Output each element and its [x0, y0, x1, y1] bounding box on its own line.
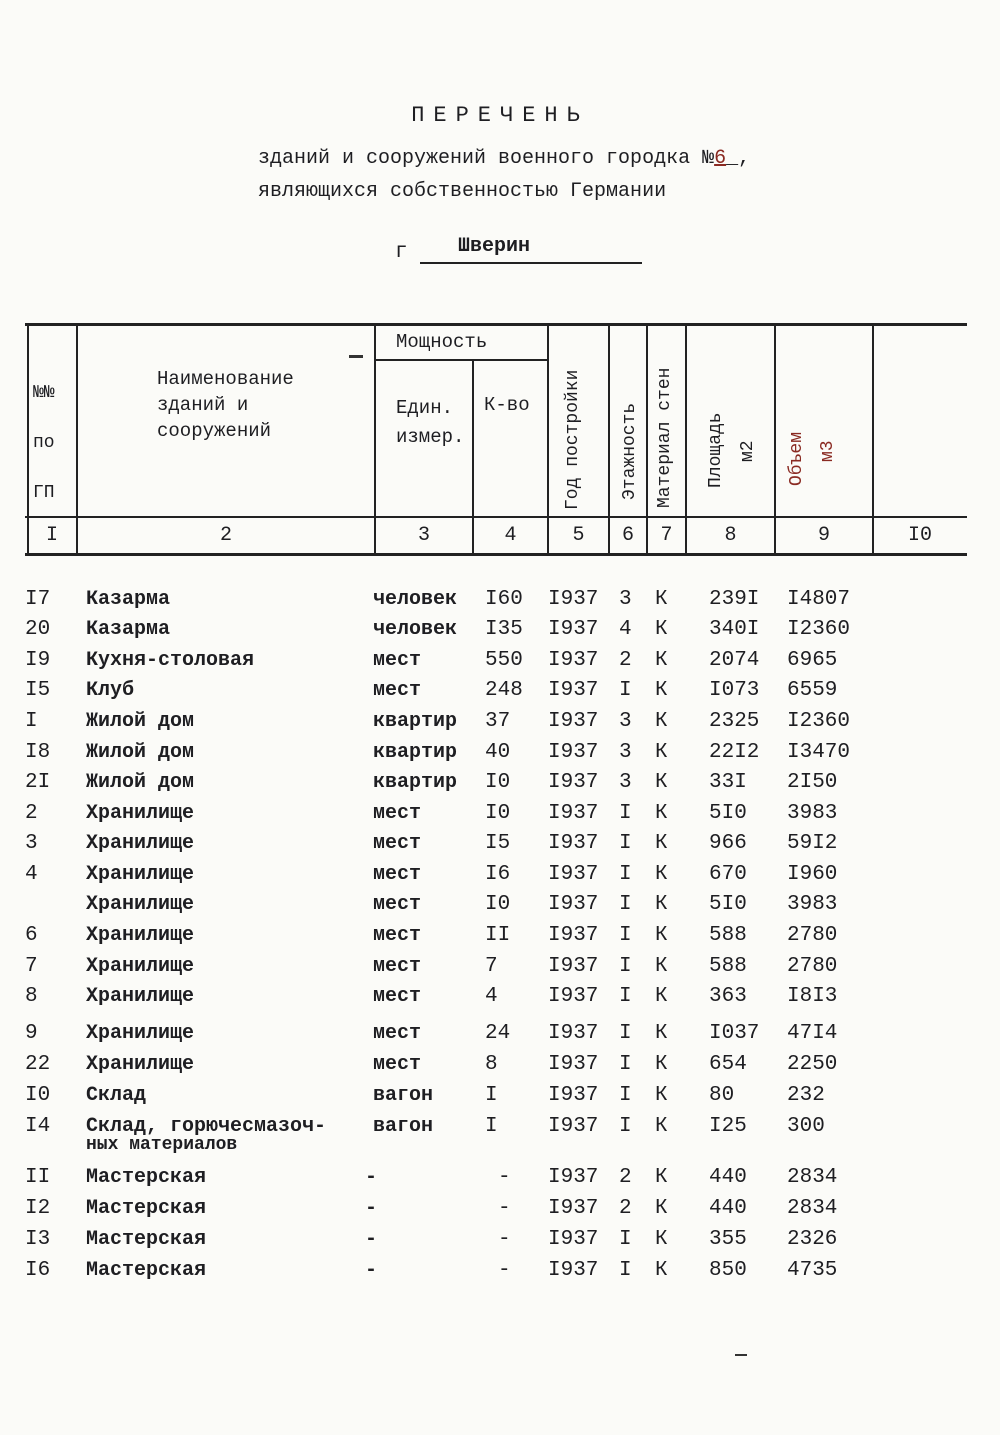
cell-year: I937: [548, 1022, 599, 1045]
cell-floors: I: [619, 955, 632, 978]
stray-mark: [349, 355, 363, 358]
table-row: [0, 618, 1000, 648]
capacity-rule: [375, 359, 547, 361]
colnum-9: 9: [817, 524, 830, 547]
cell-floors: I: [619, 802, 632, 825]
header-year: Год постройки: [563, 369, 583, 510]
cell-qty: 4: [485, 985, 498, 1008]
cell-qty: 8: [485, 1053, 498, 1076]
cell-year: I937: [548, 649, 599, 672]
colnum-7: 7: [660, 524, 673, 547]
subtitle-line-1: [258, 147, 750, 170]
cell-volume: 2834: [787, 1197, 838, 1220]
cell-area: 440: [709, 1197, 747, 1220]
cell-area: 5I0: [709, 893, 747, 916]
cell-area: 850: [709, 1259, 747, 1282]
colnum-bottom-rule: [25, 553, 967, 556]
cell-name: Хранилище: [86, 924, 195, 947]
table-row: [0, 1115, 1000, 1155]
cell-floors: I: [619, 1022, 632, 1045]
cell-qty: I5: [485, 832, 511, 855]
cell-floors: I: [619, 1053, 632, 1076]
table-row: [0, 832, 1000, 862]
cell-name: Мастерская: [86, 1197, 207, 1220]
cell-qty: 40: [485, 741, 511, 764]
cell-gp: I6: [25, 1259, 51, 1282]
cell-gp: 2I: [25, 771, 51, 794]
table-row: [0, 679, 1000, 709]
cell-unit: -: [365, 1197, 378, 1220]
cell-unit: квартир: [373, 710, 458, 733]
cell-unit: мест: [373, 1053, 422, 1076]
cell-volume: 3983: [787, 893, 838, 916]
cell-material: К: [655, 893, 668, 916]
cell-year: I937: [548, 985, 599, 1008]
header-volume-line1: Объем: [787, 431, 807, 486]
subtitle-line-2: являющихся собственностью Германии: [258, 180, 667, 203]
cell-gp: I7: [25, 588, 51, 611]
colnum-4: 4: [504, 524, 517, 547]
header-name-line2: зданий и: [157, 394, 249, 416]
cell-material: К: [655, 1228, 668, 1251]
cell-material: К: [655, 1259, 668, 1282]
cell-gp: 7: [25, 955, 38, 978]
table-row: [0, 1053, 1000, 1083]
cell-area: 588: [709, 955, 747, 978]
cell-volume: 2I50: [787, 771, 838, 794]
table-row: [0, 649, 1000, 679]
cell-area: 588: [709, 924, 747, 947]
cell-unit: -: [365, 1166, 378, 1189]
cell-material: К: [655, 1166, 668, 1189]
cell-qty: I0: [485, 893, 511, 916]
cell-unit: мест: [373, 893, 422, 916]
table-row: [0, 588, 1000, 618]
cell-year: I937: [548, 1197, 599, 1220]
header-num-line3: ГП: [33, 483, 55, 503]
cell-area: I25: [709, 1115, 747, 1138]
header-num-line1: №№: [33, 383, 55, 403]
cell-gp: 4: [25, 863, 38, 886]
cell-year: I937: [548, 1166, 599, 1189]
cell-area: I073: [709, 679, 760, 702]
cell-volume: I8I3: [787, 985, 838, 1008]
cell-area: 670: [709, 863, 747, 886]
header-unit-line2: измер.: [396, 426, 465, 448]
cell-floors: 3: [619, 771, 632, 794]
cell-unit: мест: [373, 1022, 422, 1045]
cell-material: К: [655, 955, 668, 978]
cell-gp: I4: [25, 1115, 51, 1138]
cell-gp: 6: [25, 924, 38, 947]
cell-year: I937: [548, 1084, 599, 1107]
cell-volume: 47I4: [787, 1022, 838, 1045]
cell-year: I937: [548, 863, 599, 886]
cell-name: Хранилище: [86, 802, 195, 825]
cell-volume: 59I2: [787, 832, 838, 855]
cell-qty: II: [485, 924, 511, 947]
cell-volume: 232: [787, 1084, 825, 1107]
cell-area: 239I: [709, 588, 760, 611]
cell-floors: 2: [619, 1166, 632, 1189]
cell-floors: I: [619, 924, 632, 947]
cell-unit: квартир: [373, 771, 458, 794]
cell-qty: I0: [485, 802, 511, 825]
cell-unit: человек: [373, 588, 458, 611]
cell-year: I937: [548, 1259, 599, 1282]
cell-gp: II: [25, 1166, 51, 1189]
cell-qty: I35: [485, 618, 523, 641]
cell-gp: I0: [25, 1084, 51, 1107]
cell-unit: мест: [373, 649, 422, 672]
cell-floors: I: [619, 1259, 632, 1282]
cell-name: Хранилище: [86, 893, 195, 916]
cell-name: Клуб: [86, 679, 135, 702]
cell-area: 966: [709, 832, 747, 855]
cell-year: I937: [548, 802, 599, 825]
cell-year: I937: [548, 710, 599, 733]
cell-floors: I: [619, 863, 632, 886]
cell-material: К: [655, 741, 668, 764]
cell-name: Хранилище: [86, 1022, 195, 1045]
cell-name: Хранилище: [86, 832, 195, 855]
cell-year: I937: [548, 955, 599, 978]
colnum-10: I0: [907, 524, 932, 547]
header-area-line2: м2: [738, 440, 758, 462]
cell-name: Склад: [86, 1084, 147, 1107]
cell-floors: I: [619, 1084, 632, 1107]
table-row: [0, 710, 1000, 740]
cell-area: 363: [709, 985, 747, 1008]
cell-qty: I: [485, 1115, 498, 1138]
cell-volume: 2326: [787, 1228, 838, 1251]
cell-qty: -: [498, 1197, 511, 1220]
cell-gp: 3: [25, 832, 38, 855]
cell-unit: -: [365, 1259, 378, 1282]
colnum-6: 6: [621, 524, 634, 547]
stray-mark-bottom: [735, 1354, 747, 1356]
cell-material: К: [655, 649, 668, 672]
cell-floors: I: [619, 985, 632, 1008]
cell-qty: 550: [485, 649, 523, 672]
cell-unit: мест: [373, 955, 422, 978]
cell-name: Хранилище: [86, 985, 195, 1008]
cell-area: 654: [709, 1053, 747, 1076]
cell-gp: 22: [25, 1053, 51, 1076]
colnum-5: 5: [572, 524, 585, 547]
cell-unit: вагон: [373, 1115, 434, 1138]
table-row: [0, 802, 1000, 832]
cell-area: 340I: [709, 618, 760, 641]
header-area-line1: Площадь: [706, 412, 726, 488]
cell-area: 5I0: [709, 802, 747, 825]
cell-gp: I5: [25, 679, 51, 702]
cell-gp: 9: [25, 1022, 38, 1045]
cell-material: К: [655, 985, 668, 1008]
cell-material: К: [655, 1115, 668, 1138]
cell-area: 22I2: [709, 741, 760, 764]
gorodok-number: 6: [714, 147, 727, 170]
header-material: Материал стен: [655, 367, 675, 508]
cell-name: Жилой дом: [86, 771, 195, 794]
cell-year: I937: [548, 832, 599, 855]
table-row: [0, 1166, 1000, 1196]
vline-7: [685, 323, 687, 555]
cell-qty: 7: [485, 955, 498, 978]
cell-volume: 3983: [787, 802, 838, 825]
cell-year: I937: [548, 618, 599, 641]
table-row: [0, 1197, 1000, 1227]
cell-qty: I6: [485, 863, 511, 886]
cell-volume: 6965: [787, 649, 838, 672]
vline-9: [872, 323, 874, 555]
cell-qty: -: [498, 1166, 511, 1189]
gorodok-label: №: [702, 147, 715, 170]
cell-unit: вагон: [373, 1084, 434, 1107]
cell-gp: I9: [25, 649, 51, 672]
cell-material: К: [655, 618, 668, 641]
cell-volume: 2834: [787, 1166, 838, 1189]
table-row: [0, 924, 1000, 954]
cell-material: К: [655, 863, 668, 886]
cell-name: Жилой дом: [86, 741, 195, 764]
cell-volume: 2780: [787, 955, 838, 978]
vline-8: [774, 323, 776, 555]
city-prefix: г: [395, 241, 408, 264]
cell-floors: 4: [619, 618, 632, 641]
vline-6: [646, 323, 648, 555]
table-row: [0, 1259, 1000, 1289]
cell-name: Кухня-столовая: [86, 649, 255, 672]
cell-year: I937: [548, 588, 599, 611]
cell-unit: мест: [373, 679, 422, 702]
table-top-rule: [25, 323, 967, 326]
header-name-line1: Наименование: [157, 368, 294, 390]
header-name: [157, 366, 294, 444]
header-bottom-rule: [25, 516, 967, 518]
table-row: [0, 985, 1000, 1015]
cell-material: К: [655, 771, 668, 794]
cell-area: I037: [709, 1022, 760, 1045]
cell-material: К: [655, 1053, 668, 1076]
header-num-line2: по: [33, 433, 55, 453]
cell-volume: I2360: [787, 618, 851, 641]
cell-gp: I: [25, 710, 38, 733]
colnum-2: 2: [219, 524, 232, 547]
cell-name: Хранилище: [86, 955, 195, 978]
cell-floors: I: [619, 679, 632, 702]
cell-floors: I: [619, 893, 632, 916]
cell-year: I937: [548, 771, 599, 794]
cell-qty: -: [498, 1259, 511, 1282]
cell-gp: I8: [25, 741, 51, 764]
cell-unit: мест: [373, 863, 422, 886]
table-row: [0, 955, 1000, 985]
table-row: [0, 771, 1000, 801]
cell-volume: I2360: [787, 710, 851, 733]
cell-year: I937: [548, 1228, 599, 1251]
vline-1: [76, 323, 78, 555]
cell-name: Жилой дом: [86, 710, 195, 733]
cell-area: 80: [709, 1084, 735, 1107]
header-qty: К-во: [484, 394, 530, 416]
cell-name-line2: ных материалов: [86, 1135, 238, 1155]
cell-qty: I: [485, 1084, 498, 1107]
cell-material: К: [655, 710, 668, 733]
city-name: Шверин: [458, 235, 531, 258]
cell-unit: мест: [373, 924, 422, 947]
header-floors: Этажность: [620, 402, 640, 500]
header-capacity: Мощность: [396, 331, 488, 353]
cell-unit: мест: [373, 802, 422, 825]
header-unit: [396, 394, 464, 452]
cell-volume: I3470: [787, 741, 851, 764]
subtitle-text: зданий и сооружений военного городка: [258, 147, 691, 170]
vline-2: [374, 323, 376, 555]
cell-year: I937: [548, 741, 599, 764]
cell-unit: -: [365, 1228, 378, 1251]
table-row: [0, 893, 1000, 923]
cell-material: К: [655, 1022, 668, 1045]
cell-volume: 6559: [787, 679, 838, 702]
cell-volume: 2780: [787, 924, 838, 947]
cell-volume: 300: [787, 1115, 825, 1138]
cell-area: 2325: [709, 710, 760, 733]
cell-floors: 3: [619, 710, 632, 733]
colnum-1: I: [45, 524, 58, 547]
cell-volume: I4807: [787, 588, 851, 611]
colnum-8: 8: [724, 524, 737, 547]
cell-unit: квартир: [373, 741, 458, 764]
cell-floors: 2: [619, 1197, 632, 1220]
cell-gp: I2: [25, 1197, 51, 1220]
cell-area: 33I: [709, 771, 747, 794]
colnum-3: 3: [417, 524, 430, 547]
document-title: ПЕРЕЧЕНЬ: [411, 103, 589, 128]
header-volume-line2: м3: [818, 440, 838, 462]
cell-name: Казарма: [86, 618, 171, 641]
header-num: [33, 368, 55, 518]
cell-floors: 3: [619, 741, 632, 764]
table-row: [0, 741, 1000, 771]
vline-0: [27, 323, 29, 555]
cell-unit: человек: [373, 618, 458, 641]
header-unit-line1: Един.: [396, 397, 454, 419]
cell-area: 2074: [709, 649, 760, 672]
table-row: [0, 1084, 1000, 1114]
cell-material: К: [655, 679, 668, 702]
cell-area: 440: [709, 1166, 747, 1189]
cell-qty: 37: [485, 710, 511, 733]
cell-qty: 24: [485, 1022, 511, 1045]
cell-floors: 2: [619, 649, 632, 672]
table-row: [0, 863, 1000, 893]
cell-qty: I60: [485, 588, 523, 611]
cell-volume: 4735: [787, 1259, 838, 1282]
cell-gp: 2: [25, 802, 38, 825]
cell-volume: 2250: [787, 1053, 838, 1076]
cell-year: I937: [548, 924, 599, 947]
cell-gp: I3: [25, 1228, 51, 1251]
cell-name: Мастерская: [86, 1259, 207, 1282]
vline-4: [547, 323, 549, 555]
cell-year: I937: [548, 679, 599, 702]
subtitle-comma: _,: [726, 147, 751, 170]
cell-material: К: [655, 832, 668, 855]
cell-year: I937: [548, 1053, 599, 1076]
cell-year: I937: [548, 1115, 599, 1138]
cell-gp: 8: [25, 985, 38, 1008]
cell-floors: I: [619, 832, 632, 855]
cell-name: Хранилище: [86, 863, 195, 886]
cell-unit: мест: [373, 832, 422, 855]
cell-material: К: [655, 924, 668, 947]
cell-name: Мастерская: [86, 1166, 207, 1189]
cell-qty: I0: [485, 771, 511, 794]
table-row: [0, 1228, 1000, 1258]
cell-unit: мест: [373, 985, 422, 1008]
cell-area: 355: [709, 1228, 747, 1251]
city-underline: [420, 262, 642, 264]
cell-year: I937: [548, 893, 599, 916]
cell-floors: 3: [619, 588, 632, 611]
cell-material: К: [655, 588, 668, 611]
cell-name: Мастерская: [86, 1228, 207, 1251]
cell-name: Хранилище: [86, 1053, 195, 1076]
cell-material: К: [655, 1197, 668, 1220]
cell-gp: 20: [25, 618, 51, 641]
table-row: [0, 1022, 1000, 1052]
cell-qty: 248: [485, 679, 523, 702]
cell-floors: I: [619, 1115, 632, 1138]
cell-name: Казарма: [86, 588, 171, 611]
cell-volume: I960: [787, 863, 838, 886]
cell-name: Склад, горючесмазоч-: [86, 1115, 327, 1138]
cell-material: К: [655, 1084, 668, 1107]
cell-floors: I: [619, 1228, 632, 1251]
vline-5: [608, 323, 610, 555]
header-name-line3: сооружений: [157, 420, 272, 442]
cell-qty: -: [498, 1228, 511, 1251]
cell-material: К: [655, 802, 668, 825]
